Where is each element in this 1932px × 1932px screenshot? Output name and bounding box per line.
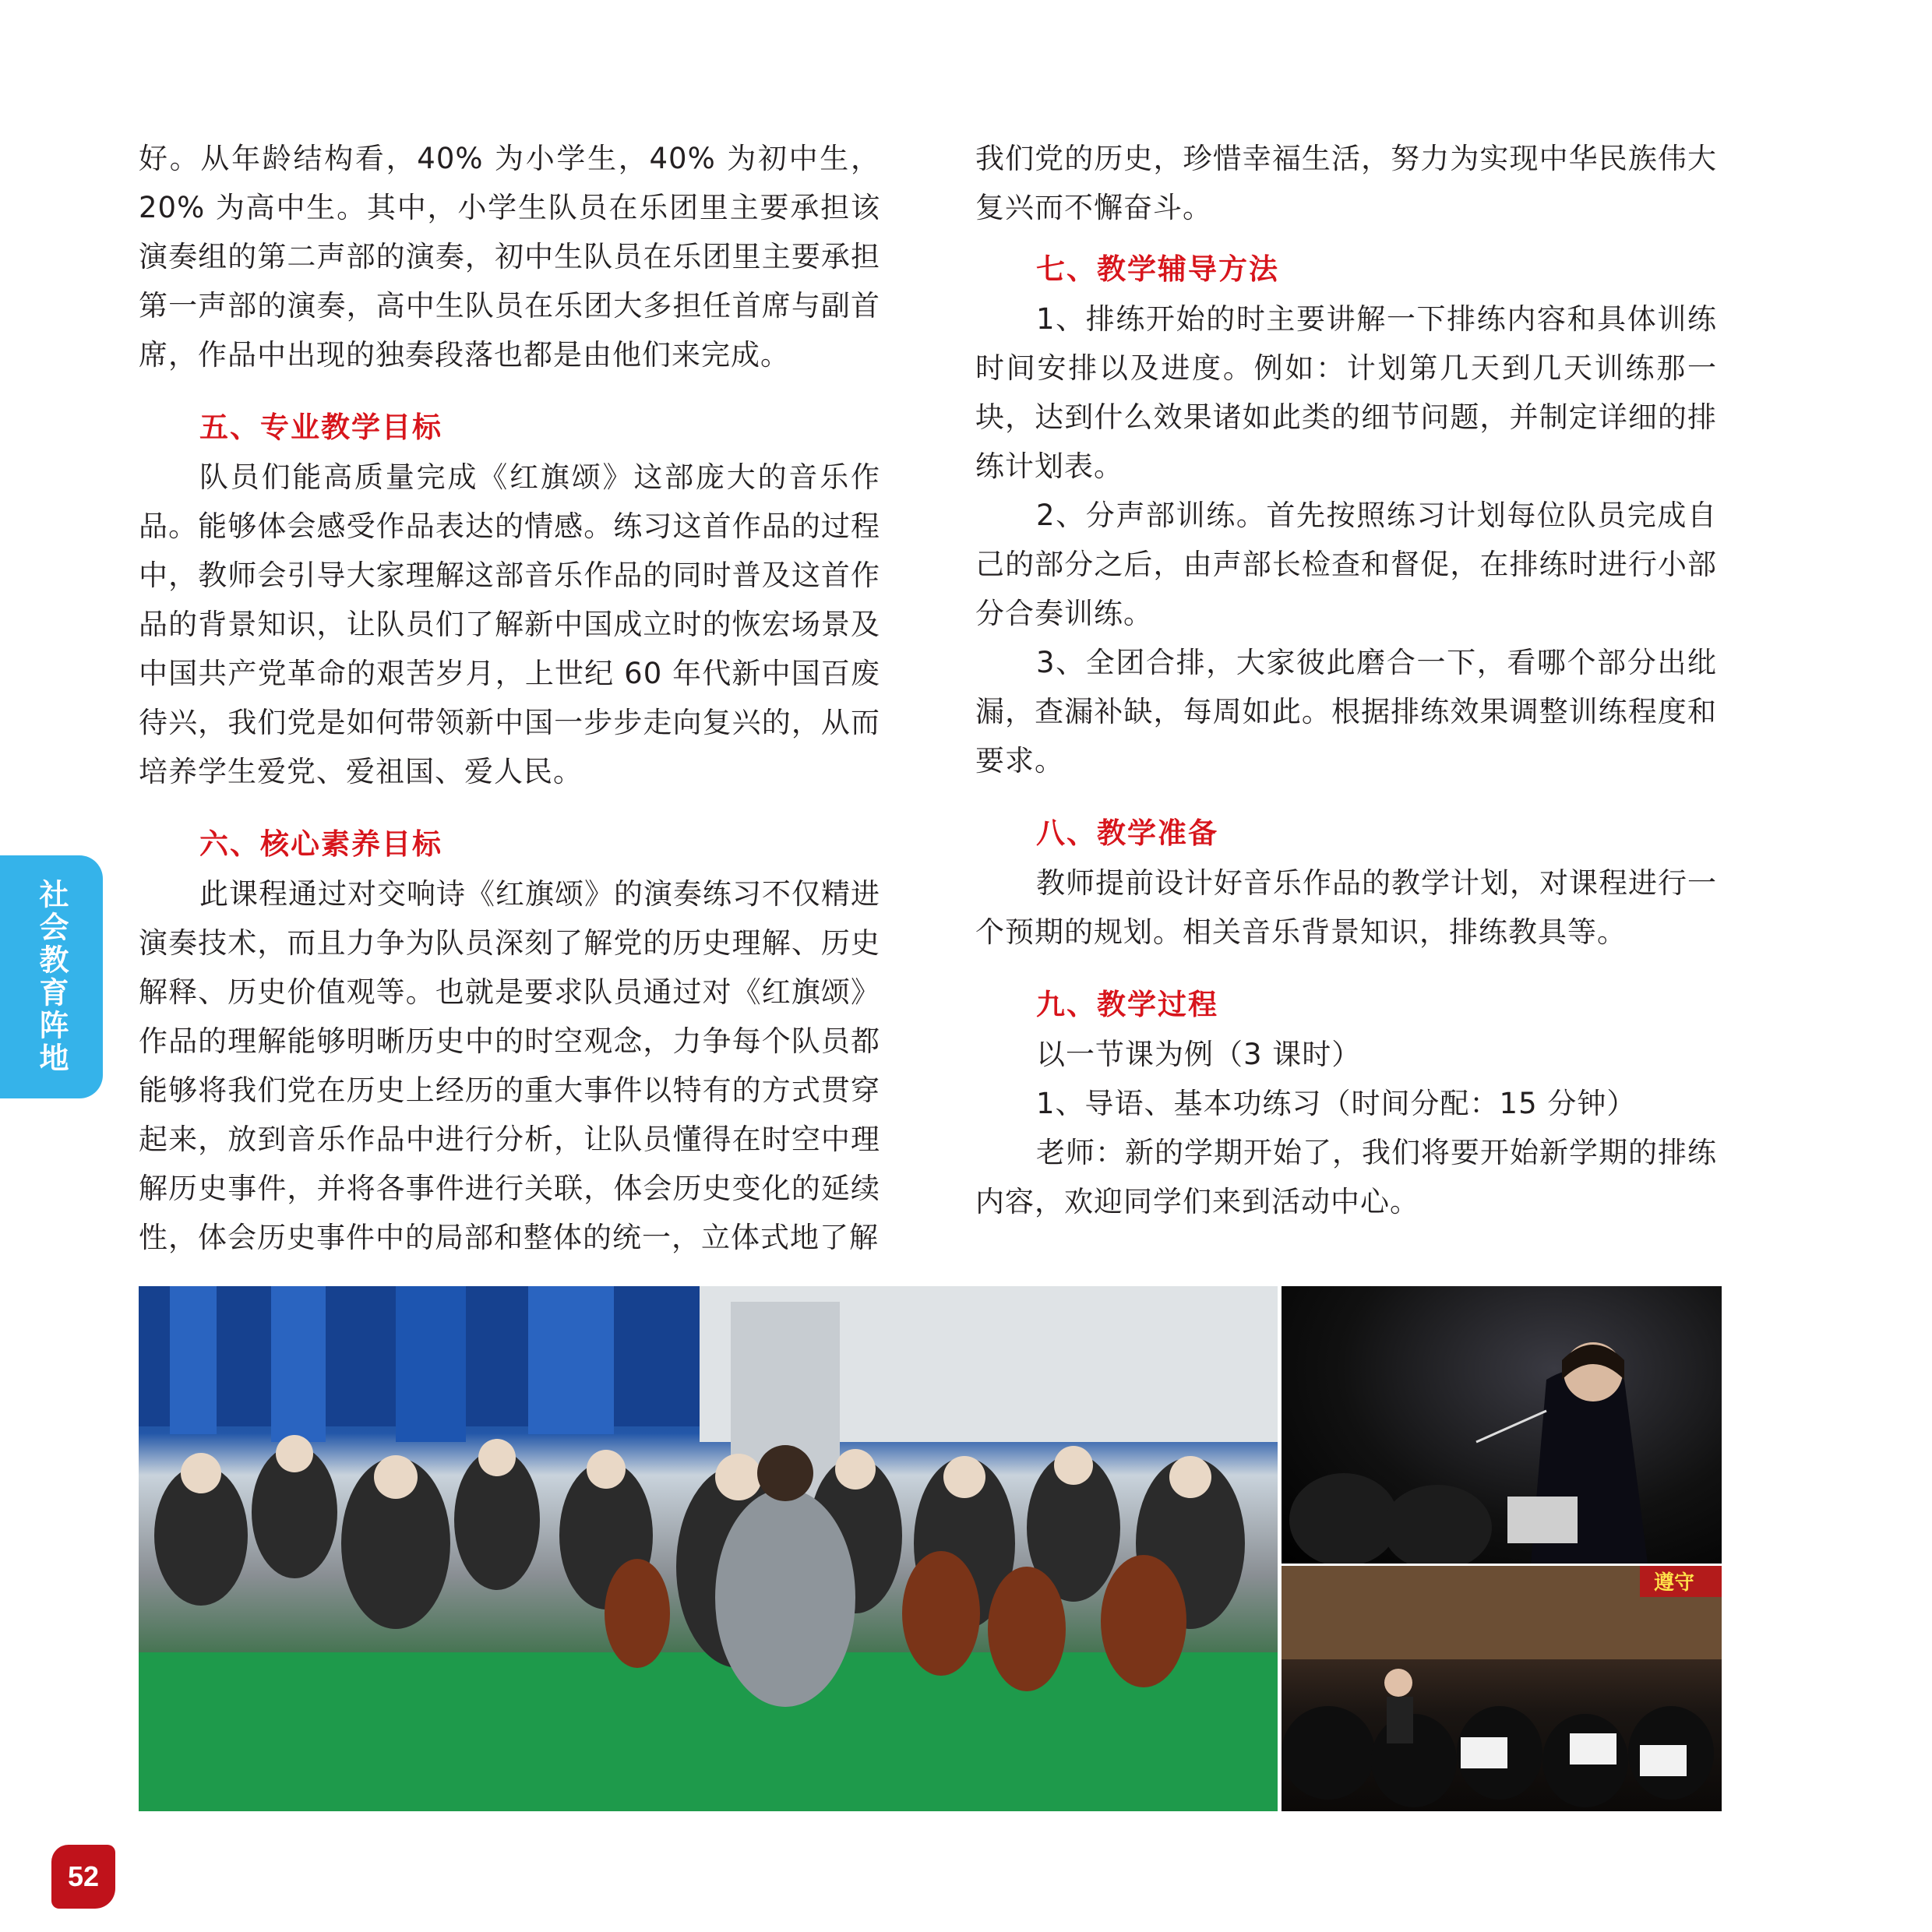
paragraph: 我们党的历史，珍惜幸福生活，努力为实现中华民族伟大复兴而不懈奋斗。 <box>975 142 1717 224</box>
section-side-tab <box>0 855 103 1098</box>
concert-photo <box>1282 1566 1722 1811</box>
paragraph: 1、导语、基本功练习（时间分配：15 分钟） <box>1036 1087 1637 1120</box>
section-heading-8: 八、教学准备 <box>1036 816 1218 850</box>
concert-banner-text: 遵守 <box>1654 1571 1695 1595</box>
paragraph: 3、全团合排，大家彼此磨合一下，看哪个部分出纰漏，查漏补缺，每周如此。根据排练效果调整训练程度和要求。 <box>975 646 1717 777</box>
paragraph: 以一节课为例（3 课时） <box>1036 1038 1362 1071</box>
conductor-photo <box>1282 1286 1722 1564</box>
side-tab-label: 社会教育阵地 <box>34 879 69 1075</box>
section-heading-5: 五、专业教学目标 <box>199 411 442 444</box>
paragraph: 此课程通过对交响诗《红旗颂》的演奏练习不仅精进演奏技术，而且力争为队员深刻了解党的历史理解、历史解释、历史价值观等。也就是要求队员通过对《红旗颂》作品的理解能够明晰历史中的时空观念，力争每个队员都能够将我们党在历史上经历的重大事件以特有的方式贯穿起来，放到音乐作品中进行分析，让队员懂得在时空中理解历史事件，并将各事件进行关联，体会历史变化的延续性，体会历史事件中的局部和整体的统一，立体式地了解 <box>139 877 880 1254</box>
page-number: 52 <box>51 1845 115 1909</box>
right-column <box>975 134 1717 1226</box>
paragraph: 老师：新的学期开始了，我们将要开始新学期的排练内容，欢迎同学们来到活动中心。 <box>975 1136 1717 1218</box>
section-heading-6: 六、核心素养目标 <box>199 827 442 861</box>
section-heading-7: 七、教学辅导方法 <box>1036 252 1279 286</box>
section-heading-9: 九、教学过程 <box>1036 988 1218 1021</box>
rehearsal-photo <box>139 1286 1278 1811</box>
rehearsal-scene-illustration <box>139 1286 1278 1811</box>
conductor-scene-illustration <box>1282 1286 1722 1564</box>
paragraph: 2、分声部训练。首先按照练习计划每位队员完成自己的部分之后，由声部长检查和督促，在排练时进行小部分合奏训练。 <box>975 499 1717 630</box>
paragraph: 教师提前设计好音乐作品的教学计划，对课程进行一个预期的规划。相关音乐背景知识，排练教具等。 <box>975 866 1717 949</box>
paragraph: 1、排练开始的时主要讲解一下排练内容和具体训练时间安排以及进度。例如：计划第几天到几天训练那一块，达到什么效果诸如此类的细节问题，并制定详细的排练计划表。 <box>975 302 1717 483</box>
left-column <box>139 134 880 1262</box>
paragraph: 队员们能高质量完成《红旗颂》这部庞大的音乐作品。能够体会感受作品表达的情感。练习这首作品的过程中，教师会引导大家理解这部音乐作品的同时普及这首作品的背景知识，让队员们了解新中国成立时的恢宏场景及中国共产党革命的艰苦岁月，上世纪 60 年代新中国百废待兴，我们党是如何带领新中国一步步走向复兴的，从而培养学生爱党、爱祖国、爱人民。 <box>139 460 880 788</box>
paragraph: 好。从年龄结构看，40% 为小学生，40% 为初中生，20% 为高中生。其中，小学生队员在乐团里主要承担该演奏组的第二声部的演奏，初中生队员在乐团里主要承担第一声部的演奏，高中生队员在乐团大多担任首席与副首席，作品中出现的独奏段落也都是由他们来完成。 <box>139 142 880 372</box>
concert-scene-illustration <box>1282 1566 1722 1811</box>
